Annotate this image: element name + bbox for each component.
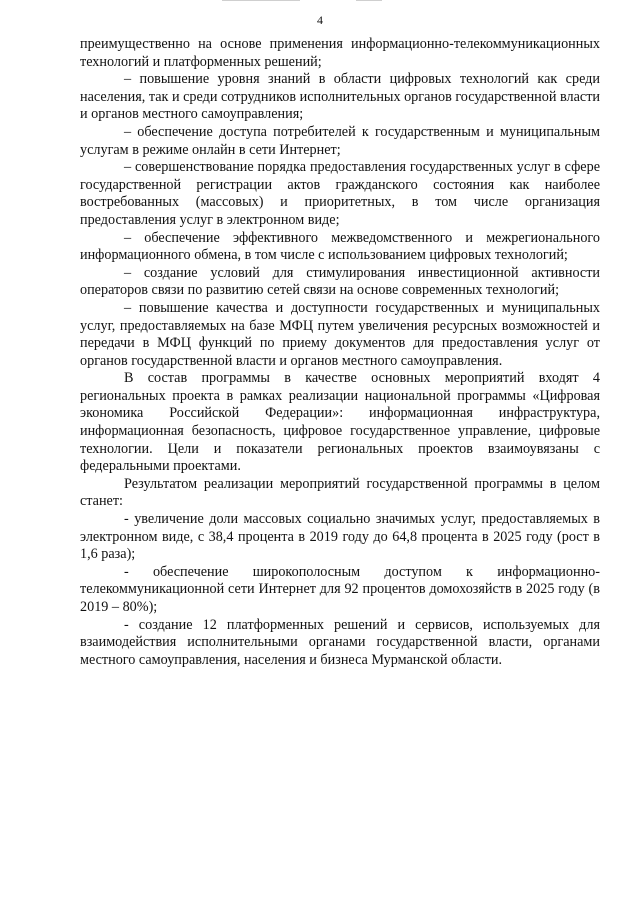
paragraph-continuation: преимущественно на основе применения информационно-телекоммуникационных технологий и платформенных решений; xyxy=(80,36,600,70)
list-item-civil-registration: – совершенствование порядка предоставления государственных услуг в сфере государственной регистрации актов гражданского состояния как наиболее востребованных (массовых) и приоритетных, в том числе организация предоставления услуг в электронном виде; xyxy=(80,159,600,228)
list-item-result-broadband: - обеспечение широкополосным доступом к информационно-телекоммуникационной сети Интернет для 92 процентов домохозяйств в 2025 году (в 2019 – 80%); xyxy=(80,563,600,615)
list-item-mfc: – повышение качества и доступности государственных и муниципальных услуг, предоставляемых на базе МФЦ путем увеличения ресурсных возможностей и передачи в МФЦ функций по приему документов для предоставления услуг от органов государственной власти и органов местного самоуправления. xyxy=(80,299,600,369)
scan-artifact-line xyxy=(222,0,300,1)
scan-artifact-line xyxy=(356,0,382,1)
paragraph-program-structure: В состав программы в качестве основных мероприятий входят 4 региональных проекта в рамках реализации национальной программы «Цифровая экономика Российской Федерации»: информационная инфраструктура, информационная безопасность, цифровое государственное управление, цифровые технологии. Цели и показатели региональных проектов взаимоувязаны с федеральными проектами. xyxy=(80,370,600,475)
list-item-result-electronic-services: - увеличение доли массовых социально значимых услуг, предоставляемых в электронном виде, с 38,4 процента в 2019 году до 64,8 процента в 2025 году (рост в 1,6 раза); xyxy=(80,511,600,563)
document-body xyxy=(80,36,600,669)
list-item-access: – обеспечение доступа потребителей к государственным и муниципальным услугам в режиме онлайн в сети Интернет; xyxy=(80,123,600,158)
list-item-result-platforms: - создание 12 платформенных решений и сервисов, используемых для взаимодействия исполнительными органами государственной власти, органами местного самоуправления, населения и бизнеса Мурманской области. xyxy=(80,616,600,668)
list-item-knowledge: – повышение уровня знаний в области цифровых технологий как среди населения, так и среди сотрудников исполнительных органов государственной власти и органов местного самоуправления; xyxy=(80,71,600,123)
paragraph-results-intro: Результатом реализации мероприятий государственной программы в целом станет: xyxy=(80,475,600,510)
list-item-investment: – создание условий для стимулирования инвестиционной активности операторов связи по развитию сетей связи на основе современных технологий; xyxy=(80,264,600,299)
page-number: 4 xyxy=(317,13,323,27)
list-item-information-exchange: – обеспечение эффективного межведомственного и межрегионального информационного обмена, в том числе с использованием цифровых технологий; xyxy=(80,229,600,264)
